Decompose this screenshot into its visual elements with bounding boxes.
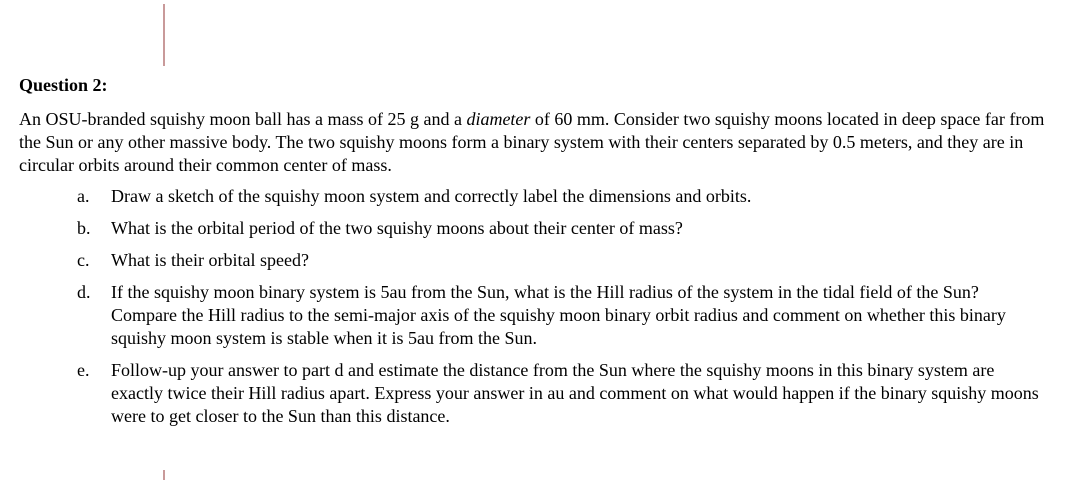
question-parts-list xyxy=(19,185,1059,428)
question-intro xyxy=(19,108,1059,177)
item-text: Follow-up your answer to part d and estimate the distance from the Sun where the squishy moons in this binary system are exactly twice their Hill radius apart. Express your answer in au and comment on what would happen if the binary squishy moons were to get closer to the Sun than this distance. xyxy=(111,360,1039,426)
page-margin-marker-top xyxy=(163,4,165,66)
question-heading: Question 2: xyxy=(19,75,108,95)
intro-text-part1: An OSU-branded squishy moon ball has a mass of 25 g and a xyxy=(19,109,467,129)
item-label: c. xyxy=(77,250,90,270)
item-text: What is the orbital period of the two squishy moons about their center of mass? xyxy=(111,218,683,238)
item-text: If the squishy moon binary system is 5au from the Sun, what is the Hill radius of the system in the tidal field of the Sun? Compare the Hill radius to the semi-major axis of the squishy moon binary orbit radius and comment on whether this binary squishy moon system is stable when it is 5au from the Sun. xyxy=(111,282,1006,348)
question-content xyxy=(19,74,1059,437)
list-item xyxy=(19,185,1059,208)
item-label: d. xyxy=(77,282,91,302)
list-item xyxy=(19,249,1059,272)
item-label: a. xyxy=(77,186,90,206)
intro-text-part2: of 60 mm. Consider two squishy moons located in deep space far from the Sun or any other massive body. The two squishy moons form a binary system with their centers separated by 0.5 meters, and they are in circular orbits around their common center of mass. xyxy=(19,109,1045,175)
item-text: What is their orbital speed? xyxy=(111,250,309,270)
list-item xyxy=(19,217,1059,240)
page-margin-marker-bottom xyxy=(163,470,165,480)
list-item xyxy=(19,281,1059,350)
item-label: b. xyxy=(77,218,91,238)
item-label: e. xyxy=(77,360,90,380)
item-text: Draw a sketch of the squishy moon system and correctly label the dimensions and orbits. xyxy=(111,186,752,206)
intro-emphasis: diameter xyxy=(466,109,531,129)
list-item xyxy=(19,359,1059,428)
